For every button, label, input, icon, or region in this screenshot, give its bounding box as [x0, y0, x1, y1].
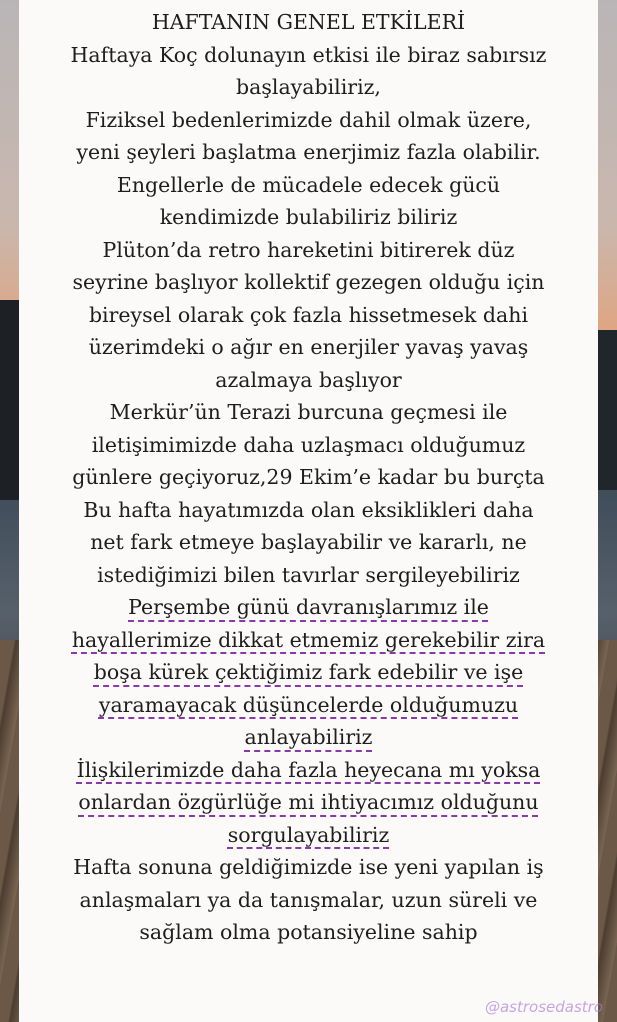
underlined-text: anlayabiliriz [244, 725, 373, 749]
text-line [19, 656, 598, 689]
text-line: net fark etmeye başlayabilir ve kararlı, ne [90, 530, 527, 554]
text-line: Fiziksel bedenlerimizde dahil olmak üzere, [85, 107, 532, 132]
underlined-text: İlişkilerimizde daha fazla heyecana mı yoksa [76, 757, 541, 782]
text-line: iletişimimizde daha uzlaşmacı olduğumuz [91, 432, 526, 457]
text-line: bireysel olarak çok fazla hissetmesek dahi [88, 302, 529, 327]
text-line: Merkür’ün Terazi burcuna geçmesi ile [109, 400, 508, 424]
text-line [19, 624, 598, 657]
underlined-text: onlardan özgürlüğe mi ihtiyacımız olduğunu [78, 790, 539, 814]
text-line [19, 721, 598, 754]
text-line: Hafta sonuna geldiğimizde ise yeni yapılan iş [73, 855, 544, 879]
text-line [19, 786, 598, 819]
text-line: başlayabiliriz, [236, 75, 381, 99]
text-line: anlaşmaları ya da tanışmalar, uzun süreli ve [79, 887, 538, 912]
underlined-text: sorgulayabiliriz [227, 822, 390, 847]
underlined-text: yaramayacak düşüncelerde olduğumuzu [98, 692, 519, 717]
text-line: azalmaya başlıyor [215, 367, 402, 392]
text-line: üzerimdeki o ağır en enerjiler yavaş yavaş [88, 335, 529, 359]
text-line [19, 591, 598, 624]
text-line [19, 689, 598, 722]
text-line: Plüton’da retro hareketini bitirerek düz [102, 237, 515, 262]
text-line [19, 754, 598, 787]
text-line: Bu hafta hayatımızda olan eksiklikleri daha [83, 497, 534, 522]
text-line: kendimizde bulabiliriz biliriz [159, 205, 458, 229]
text-line: sağlam olma potansiyeline sahip [139, 920, 478, 944]
underlined-text: hayallerimize dikkat etmemiz gerekebilir zira [71, 627, 546, 652]
underlined-text: Perşembe günü davranışlarımız ile [128, 595, 489, 619]
text-line: Engellerle de mücadele edecek gücü [116, 172, 501, 197]
text-line: Haftaya Koç dolunayın etkisi ile biraz sabırsız [70, 42, 547, 67]
text-line [19, 819, 598, 852]
text-line: günlere geçiyoruz,29 Ekim’e kadar bu burçta [72, 465, 545, 489]
text-line: seyrine başlıyor kollektif gezegen olduğu için [72, 270, 545, 294]
text-line: istediğimizi bilen tavırlar sergileyebiliriz [97, 562, 520, 587]
underlined-text: boşa kürek çektiğimiz fark edebilir ve işe [93, 660, 524, 684]
page-title: HAFTANIN GENEL ETKİLERİ [151, 10, 466, 34]
watermark-handle: @astrosedastro [484, 998, 603, 1016]
text-line: yeni şeyleri başlatma enerjimiz fazla olabilir. [76, 140, 541, 164]
horoscope-text [19, 6, 598, 949]
